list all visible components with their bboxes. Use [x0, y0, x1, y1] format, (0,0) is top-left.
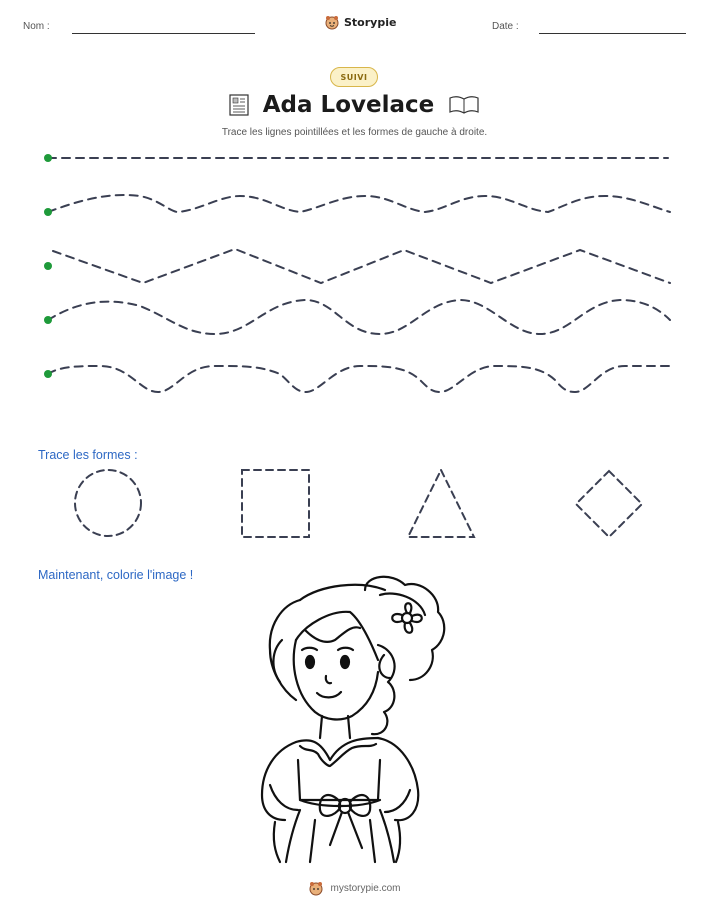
start-dot — [44, 154, 52, 162]
trace-shape-circle[interactable] — [75, 470, 141, 536]
trace-line-wave-1[interactable] — [48, 195, 670, 212]
trace-shape-square[interactable] — [242, 470, 309, 537]
trace-line-zigzag[interactable] — [53, 249, 670, 283]
start-dot — [44, 262, 52, 270]
trace-shape-triangle[interactable] — [408, 470, 474, 537]
trace-shape-diamond[interactable] — [576, 471, 642, 537]
date-label: Date : — [492, 21, 519, 32]
trace-line-wave-3[interactable] — [48, 366, 670, 392]
color-heading: Maintenant, colorie l'image ! — [38, 568, 194, 582]
start-dot — [44, 316, 52, 324]
start-dot — [44, 208, 52, 216]
coloring-illustration[interactable] — [262, 577, 444, 862]
name-label: Nom : — [23, 21, 50, 32]
trace-line-wave-2[interactable] — [48, 300, 670, 334]
page-title: Ada Lovelace — [262, 92, 435, 118]
brand-name: Storypie — [344, 15, 397, 29]
shapes-heading: Trace les formes : — [38, 448, 138, 462]
start-dot — [44, 370, 52, 378]
instruction-text: Trace les lignes pointillées et les formes de gauche à droite. — [221, 127, 488, 138]
footer-url[interactable]: mystorypie.com — [330, 882, 401, 894]
footer — [0, 880, 709, 896]
level-badge: SUIVI — [330, 67, 378, 87]
storypie-logo-icon — [308, 880, 324, 896]
